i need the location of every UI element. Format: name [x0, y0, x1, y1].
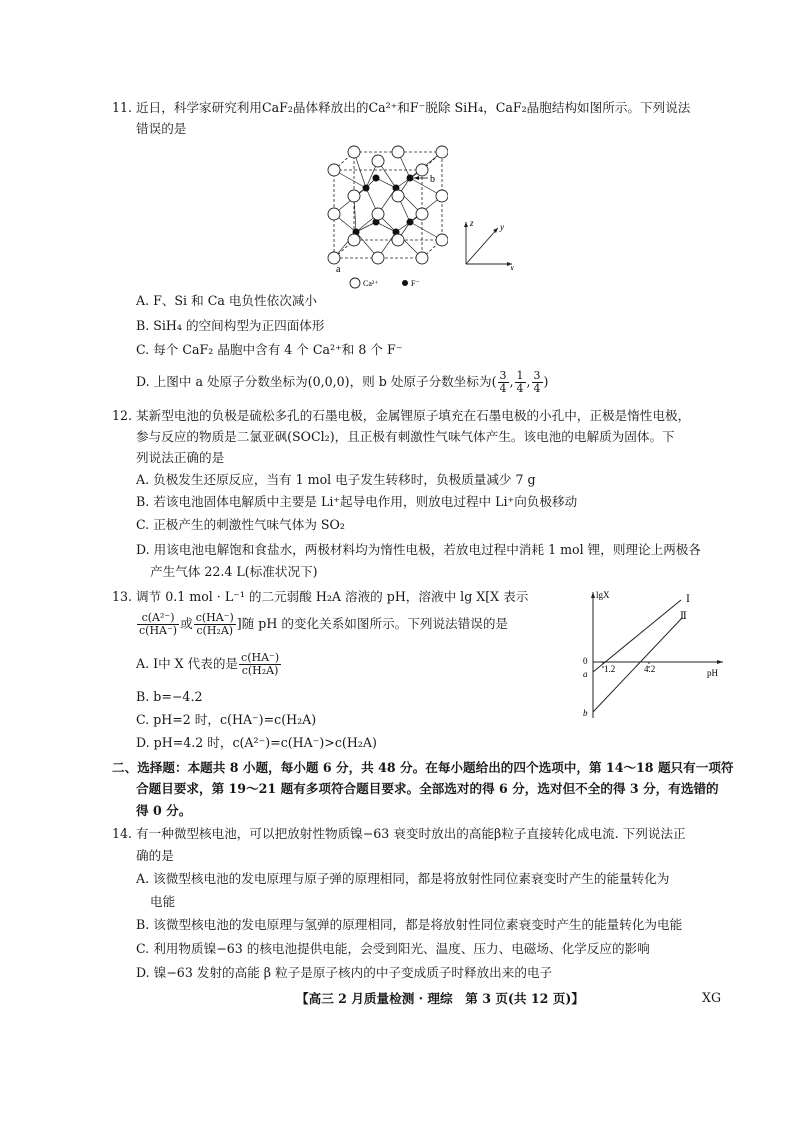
- q14-line1: 14. 有一种微型核电池，可以把放射性物质镍−63 衰变时放出的高能β粒子直接转化成电流. 下列说法正: [112, 826, 686, 841]
- coord2-den: 4: [516, 382, 524, 395]
- q11-option-d: D. 上图中 a 处原子分数坐标为(0,0,0)，则 b 处原子分数坐标为( $\frac{3}{4}$ , $\frac{1}{4}$ , $\frac{3}{4}$ ): [136, 369, 549, 395]
- q11-option-b: B. SiH₄ 的空间构型为正四面体形: [136, 318, 325, 333]
- graph-origin: 0: [583, 656, 588, 666]
- q11-option-d-text: D. 上图中 a 处原子分数坐标为(0,0,0)，则 b 处原子分数坐标为: [136, 374, 492, 389]
- graph-line-ii-label: Ⅱ: [680, 611, 687, 622]
- graph-line-i-label: Ⅰ: [686, 594, 690, 605]
- q13-option-a-text: A. Ⅰ中 X 代表的是: [136, 656, 239, 671]
- q14-option-b: B. 该微型核电池的发电原理与氢弹的原理相同，都是将放射性同位素衰变时产生的能量转化为电能: [136, 917, 683, 932]
- q12-line1: 12. 某新型电池的负极是硫松多孔的石墨电极，金属锂原子填充在石墨电极的小孔中，正极是惰性电极，: [112, 408, 691, 423]
- axis-x: x: [510, 263, 514, 270]
- q13-opta-den: c(H₂A): [241, 664, 279, 677]
- q12-option-b: B. 若该电池固体电解质中主要是 Li⁺起导电作用，则放电过程中 Li⁺向负极移动: [136, 494, 578, 509]
- coord1-num: 3: [499, 369, 507, 382]
- footer-code: XG: [702, 990, 722, 1005]
- line-I: [593, 600, 681, 672]
- q14-line2: 确的是: [136, 848, 174, 863]
- legend-f: F⁻: [411, 279, 420, 288]
- label-b: b: [430, 174, 435, 185]
- page-footer: 【高三 2 月质量检测 · 理综 第 3 页(共 12 页)】: [296, 991, 584, 1006]
- q11-stem-line1: 11. 近日，科学家研究利用CaF₂晶体释放出的Ca²⁺和F⁻脱除 SiH₄，CaF₂晶胞结构如图所示。下列说法: [112, 100, 691, 115]
- q14-option-a-line1: A. 该微型核电池的发电原理与原子弹的原理相同，都是将放射性同位素衰变时产生的能量转化为: [136, 871, 670, 886]
- coord1-den: 4: [499, 382, 507, 395]
- q12-option-d-line2: 产生气体 22.4 L(标准状况下): [150, 564, 318, 579]
- label-a: a: [336, 264, 341, 275]
- q13-option-a: [136, 648, 282, 680]
- graph-b: b: [583, 708, 588, 718]
- section2-line2: 合题目要求，第 19～21 题有多项符合题目要求。全部选对的得 6 分，选对但不全的得 3 分，有选错的: [136, 781, 719, 796]
- q14-option-d: D. 镍−63 发射的高能 β 粒子是原子核内的中子变成质子时释放出来的电子: [136, 965, 553, 980]
- section2-line3: 得 0 分。: [136, 803, 192, 818]
- q13-frac1-den: c(HA⁻): [139, 624, 178, 637]
- coord3-num: 3: [533, 369, 541, 382]
- q12-option-c: C. 正极产生的刺激性气味气体为 SO₂: [136, 517, 345, 532]
- q12-option-d-line1: D. 用该电池电解饱和食盐水，两极材料均为惰性电极，若放电过程中消耗 1 mol 锂，则理论上两极各: [136, 542, 701, 557]
- q13-or: 或: [180, 616, 193, 631]
- q14-option-c: C. 利用物质镍−63 的核电池提供电能，会受到阳光、温度、压力、电磁场、化学反应的影响: [136, 941, 650, 956]
- q13-opta-num: c(HA⁻): [241, 651, 280, 664]
- legend-ca: Ca²⁺: [363, 279, 379, 288]
- q12-line2: 参与反应的物质是二氯亚砜(SOCl₂)，且正极有刺激性气味气体产生。该电池的电解质为固体。下: [136, 429, 675, 444]
- graph-a: a: [583, 669, 588, 679]
- q12-option-a: A. 负极发生还原反应，当有 1 mol 电子发生转移时，负极质量减少 7 g: [136, 472, 536, 487]
- q13-frac2-num: c(HA⁻): [195, 611, 234, 624]
- q13-frac1-num: c(A²⁻): [137, 612, 179, 625]
- coord2-num: 1: [516, 369, 524, 382]
- graph-tick-4-2: 4.2: [644, 664, 656, 674]
- coord3-den: 4: [533, 382, 541, 395]
- q13-line1: 13. 调节 0.1 mol · L⁻¹ 的二元弱酸 H₂A 溶液的 pH，溶液中 lg X[X 表示: [112, 589, 529, 604]
- q12-line3: 列说法正确的是: [136, 450, 225, 465]
- f-legend-marker: [402, 280, 408, 286]
- axis-y: y: [500, 222, 504, 232]
- ca-legend-marker: [350, 278, 360, 288]
- section2-line1: 二、选择题：本题共 8 小题，每小题 6 分，共 48 分。在每小题给出的四个选项中，第 14～18 题只有一项符: [112, 760, 734, 775]
- q11-option-c: C. 每个 CaF₂ 晶胞中含有 4 个 Ca²⁺和 8 个 F⁻: [136, 342, 403, 357]
- q13-frac2-den: c(H₂A): [196, 624, 234, 637]
- q13-line2-tail: ]随 pH 的变化关系如图所示。下列说法错误的是: [236, 616, 509, 631]
- graph-ylabel: lgX: [596, 590, 610, 600]
- axis-z: z: [470, 218, 474, 228]
- q14-option-a-line2: 电能: [150, 894, 176, 909]
- q13-option-c: C. pH=2 时，c(HA⁻)=c(H₂A): [136, 712, 317, 727]
- q13-option-d: D. pH=4.2 时，c(A²⁻)=c(HA⁻)>c(H₂A): [136, 735, 377, 750]
- xyz-axes-diagram: [460, 214, 520, 270]
- caf2-unit-cell-diagram: [318, 140, 448, 290]
- q11-stem-line2: 错误的是: [136, 121, 187, 136]
- q13-line2: [136, 608, 508, 640]
- q13-option-b: B. b=−4.2: [136, 689, 203, 704]
- graph-tick-1-2: 1.2: [604, 664, 616, 674]
- lgx-ph-graph: [578, 588, 728, 724]
- graph-xlabel: pH: [707, 668, 718, 678]
- q11-option-a: A. F、Si 和 Ca 电负性依次减小: [136, 293, 317, 308]
